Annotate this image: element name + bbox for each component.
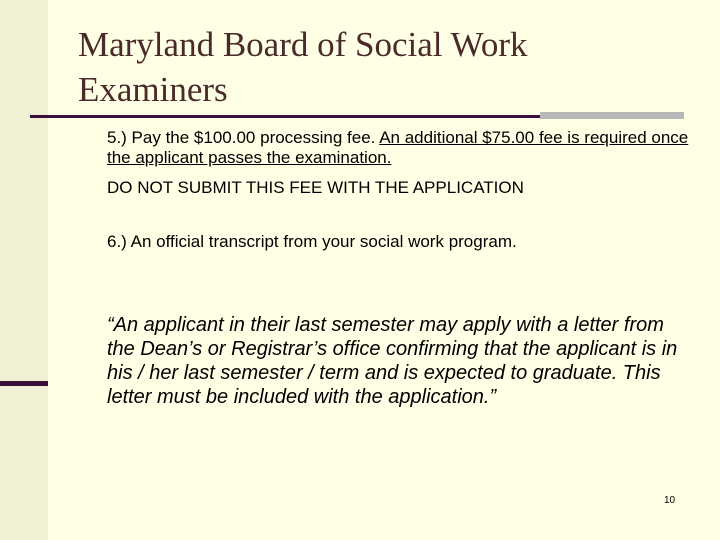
- requirement-item-5: [107, 128, 697, 168]
- left-decor-bar: [0, 381, 48, 386]
- left-decor-band: [0, 0, 48, 540]
- title-divider-light: [540, 112, 684, 119]
- page-number: 10: [664, 495, 676, 506]
- fee-notice: DO NOT SUBMIT THIS FEE WITH THE APPLICATION: [107, 178, 524, 197]
- requirement-item-6: 6.) An official transcript from your social work program.: [107, 232, 517, 251]
- policy-quote: “An applicant in their last semester may apply with a letter from the Dean’s or Registrar’s office confirming that the applicant is in his / her last semester / term and is expected to graduate. This letter must be included with the application.”: [107, 314, 678, 408]
- item-5-additional-fee: An additional $75.00 fee is required once the applicant passes the examination.: [107, 128, 689, 167]
- slide-title: Maryland Board of Social Work Examiners: [78, 25, 528, 109]
- item-5-text: 5.) Pay the $100.00 processing fee.: [107, 128, 376, 147]
- title-divider-dark: [30, 115, 540, 118]
